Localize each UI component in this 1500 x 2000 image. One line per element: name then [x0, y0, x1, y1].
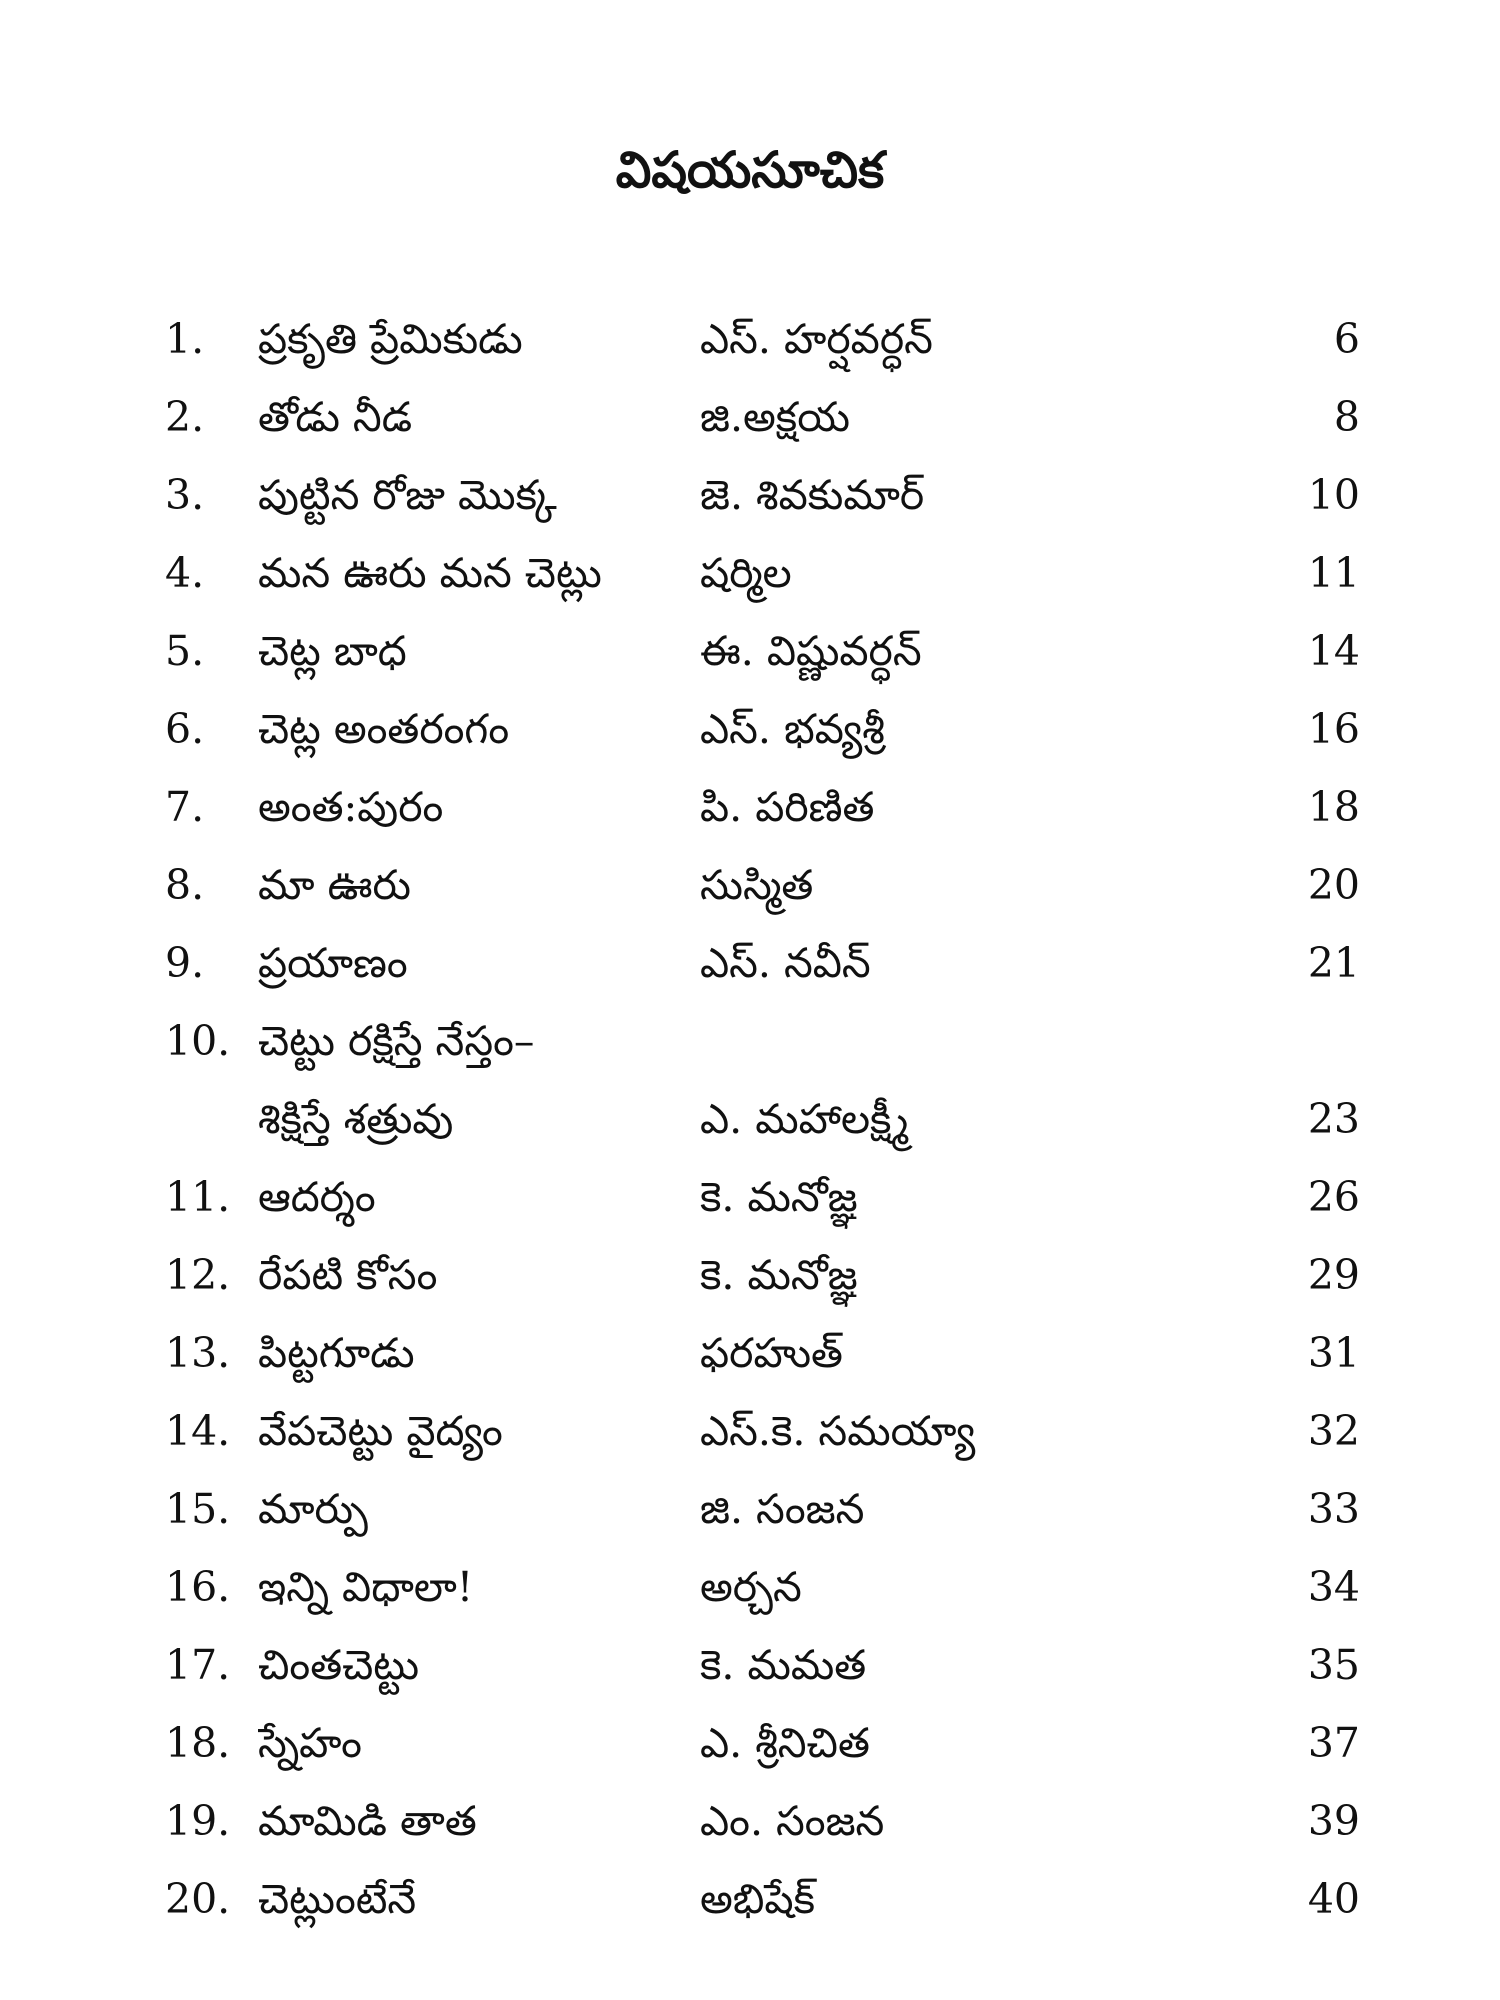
- toc-entry-title: వేపచెట్టు వైద్యం: [258, 1407, 503, 1455]
- toc-entry-number: 1.: [165, 315, 205, 363]
- toc-entry-author: కె. మనోజ్ఞ: [700, 1251, 858, 1299]
- toc-entry-page: 10: [1307, 471, 1360, 519]
- toc-entry-page: 37: [1307, 1719, 1360, 1767]
- toc-entry: [0, 612, 1500, 690]
- toc-entry-number: 20.: [165, 1875, 231, 1923]
- toc-entry-title: చింతచెట్టు: [258, 1641, 420, 1689]
- toc-entry-number: 16.: [165, 1563, 231, 1611]
- toc-entry: [0, 1704, 1500, 1782]
- toc-entry-author: ఎస్.కె. సమయ్యా: [700, 1407, 976, 1455]
- toc-entry-page: 32: [1307, 1407, 1360, 1455]
- toc-entry: [0, 1470, 1500, 1548]
- toc-entry-title: చెట్టు రక్షిస్తే నేస్తం–: [258, 1017, 535, 1065]
- toc-entry: [0, 1626, 1500, 1704]
- toc-entry-number: 5.: [165, 627, 205, 675]
- toc-entry-page: 40: [1307, 1875, 1360, 1923]
- toc-entry-title: మా ఊరు: [258, 861, 411, 909]
- toc-entry-author: షర్మిల: [700, 549, 792, 597]
- toc-entry-author: సుస్మిత: [700, 861, 814, 909]
- toc-entry: [0, 924, 1500, 1002]
- toc-entry-page: 31: [1307, 1329, 1360, 1377]
- toc-entry-title: మార్పు: [258, 1485, 368, 1533]
- toc-entry-number: 6.: [165, 705, 205, 753]
- toc-entry-page: 16: [1307, 705, 1360, 753]
- toc-entry-title: తోడు నీడ: [258, 393, 413, 441]
- toc-entry-page: 21: [1307, 939, 1360, 987]
- toc-entry-number: 18.: [165, 1719, 231, 1767]
- toc-entry-page: 29: [1307, 1251, 1360, 1299]
- toc-entry: [0, 690, 1500, 768]
- toc-entry-number: 8.: [165, 861, 205, 909]
- toc-entry-page: 14: [1307, 627, 1360, 675]
- toc-entry-author: అర్చన: [700, 1563, 802, 1611]
- toc-entry-continuation: [0, 1080, 1500, 1158]
- toc-entry-author: ఎస్. హర్షవర్ధన్: [700, 315, 933, 363]
- toc-entry: [0, 1548, 1500, 1626]
- toc-entry-author: ఎస్. భవ్యశ్రీ: [700, 705, 885, 753]
- toc-entry-author: జి. సంజన: [700, 1485, 865, 1533]
- page-title: విషయసూచిక: [615, 140, 885, 199]
- toc-entry: [0, 378, 1500, 456]
- toc-entry-title: శిక్షిస్తే శత్రువు: [258, 1095, 454, 1143]
- toc-entry-page: 33: [1307, 1485, 1360, 1533]
- toc-entry-author: పి. పరిణిత: [700, 783, 875, 831]
- toc-entry-title: చెట్లుంటేనే: [258, 1875, 417, 1923]
- toc-entry-page: 26: [1307, 1173, 1360, 1221]
- toc-entry: [0, 534, 1500, 612]
- toc-entry-page: 18: [1307, 783, 1360, 831]
- toc-entry-author: జి.అక్షయ: [700, 393, 850, 441]
- toc-entry-number: 17.: [165, 1641, 231, 1689]
- toc-entry-page: 23: [1307, 1095, 1360, 1143]
- toc-entry: [0, 768, 1500, 846]
- toc-entry-title: పుట్టిన రోజు మొక్క: [258, 471, 557, 519]
- toc-entry-title: రేపటి కోసం: [258, 1251, 438, 1299]
- toc-entry: [0, 1782, 1500, 1860]
- toc-entry: [0, 1392, 1500, 1470]
- table-of-contents: [0, 300, 1500, 1938]
- toc-entry-number: 13.: [165, 1329, 231, 1377]
- toc-entry-author: కె. మనోజ్ఞ: [700, 1173, 858, 1221]
- toc-entry-page: 20: [1307, 861, 1360, 909]
- toc-entry-page: 8: [1333, 393, 1360, 441]
- toc-entry-author: అభిషేక్: [700, 1875, 816, 1923]
- toc-entry-author: ఈ. విష్ణువర్ధన్: [700, 627, 922, 675]
- toc-entry-number: 9.: [165, 939, 205, 987]
- toc-entry-title: మన ఊరు మన చెట్లు: [258, 549, 602, 597]
- toc-entry: [0, 1002, 1500, 1080]
- toc-entry-number: 2.: [165, 393, 205, 441]
- toc-entry-page: 11: [1307, 549, 1360, 597]
- toc-entry-title: ప్రకృతి ప్రేమికుడు: [258, 315, 523, 363]
- toc-entry-author: ఎ. మహాలక్ష్మీ: [700, 1095, 909, 1143]
- toc-entry-title: మామిడి తాత: [258, 1797, 477, 1845]
- toc-entry-author: ఎస్. నవీన్: [700, 939, 871, 987]
- toc-entry: [0, 1236, 1500, 1314]
- toc-entry: [0, 1314, 1500, 1392]
- toc-entry-number: 10.: [165, 1017, 231, 1065]
- toc-entry-number: 11.: [165, 1173, 231, 1221]
- toc-entry-title: చెట్ల బాధ: [258, 627, 407, 675]
- toc-entry-author: కె. మమత: [700, 1641, 867, 1689]
- toc-entry-title: ఆదర్శం: [258, 1173, 376, 1221]
- toc-entry-number: 3.: [165, 471, 205, 519]
- toc-entry-page: 39: [1307, 1797, 1360, 1845]
- toc-entry-author: జె. శివకుమార్: [700, 471, 925, 519]
- toc-entry: [0, 846, 1500, 924]
- toc-entry-author: ఫరహుత్: [700, 1329, 843, 1377]
- toc-entry-number: 14.: [165, 1407, 231, 1455]
- toc-entry-title: ప్రయాణం: [258, 939, 408, 987]
- toc-entry: [0, 300, 1500, 378]
- toc-entry-page: 35: [1307, 1641, 1360, 1689]
- toc-entry-page: 6: [1333, 315, 1360, 363]
- toc-entry-title: చెట్ల అంతరంగం: [258, 705, 510, 753]
- toc-entry-number: 19.: [165, 1797, 231, 1845]
- toc-entry: [0, 456, 1500, 534]
- toc-entry-number: 7.: [165, 783, 205, 831]
- toc-entry-page: 34: [1307, 1563, 1360, 1611]
- toc-entry-number: 4.: [165, 549, 205, 597]
- toc-entry: [0, 1158, 1500, 1236]
- toc-entry-number: 15.: [165, 1485, 231, 1533]
- toc-entry-number: 12.: [165, 1251, 231, 1299]
- toc-entry-author: ఎ. శ్రీనిచిత: [700, 1719, 870, 1767]
- toc-entry-title: స్నేహం: [258, 1719, 362, 1767]
- toc-entry: [0, 1860, 1500, 1938]
- toc-entry-author: ఎం. సంజన: [700, 1797, 885, 1845]
- toc-entry-title: అంత:పురం: [258, 783, 444, 831]
- toc-entry-title: పిట్టగూడు: [258, 1329, 415, 1377]
- toc-entry-title: ఇన్ని విధాలా!: [258, 1563, 474, 1611]
